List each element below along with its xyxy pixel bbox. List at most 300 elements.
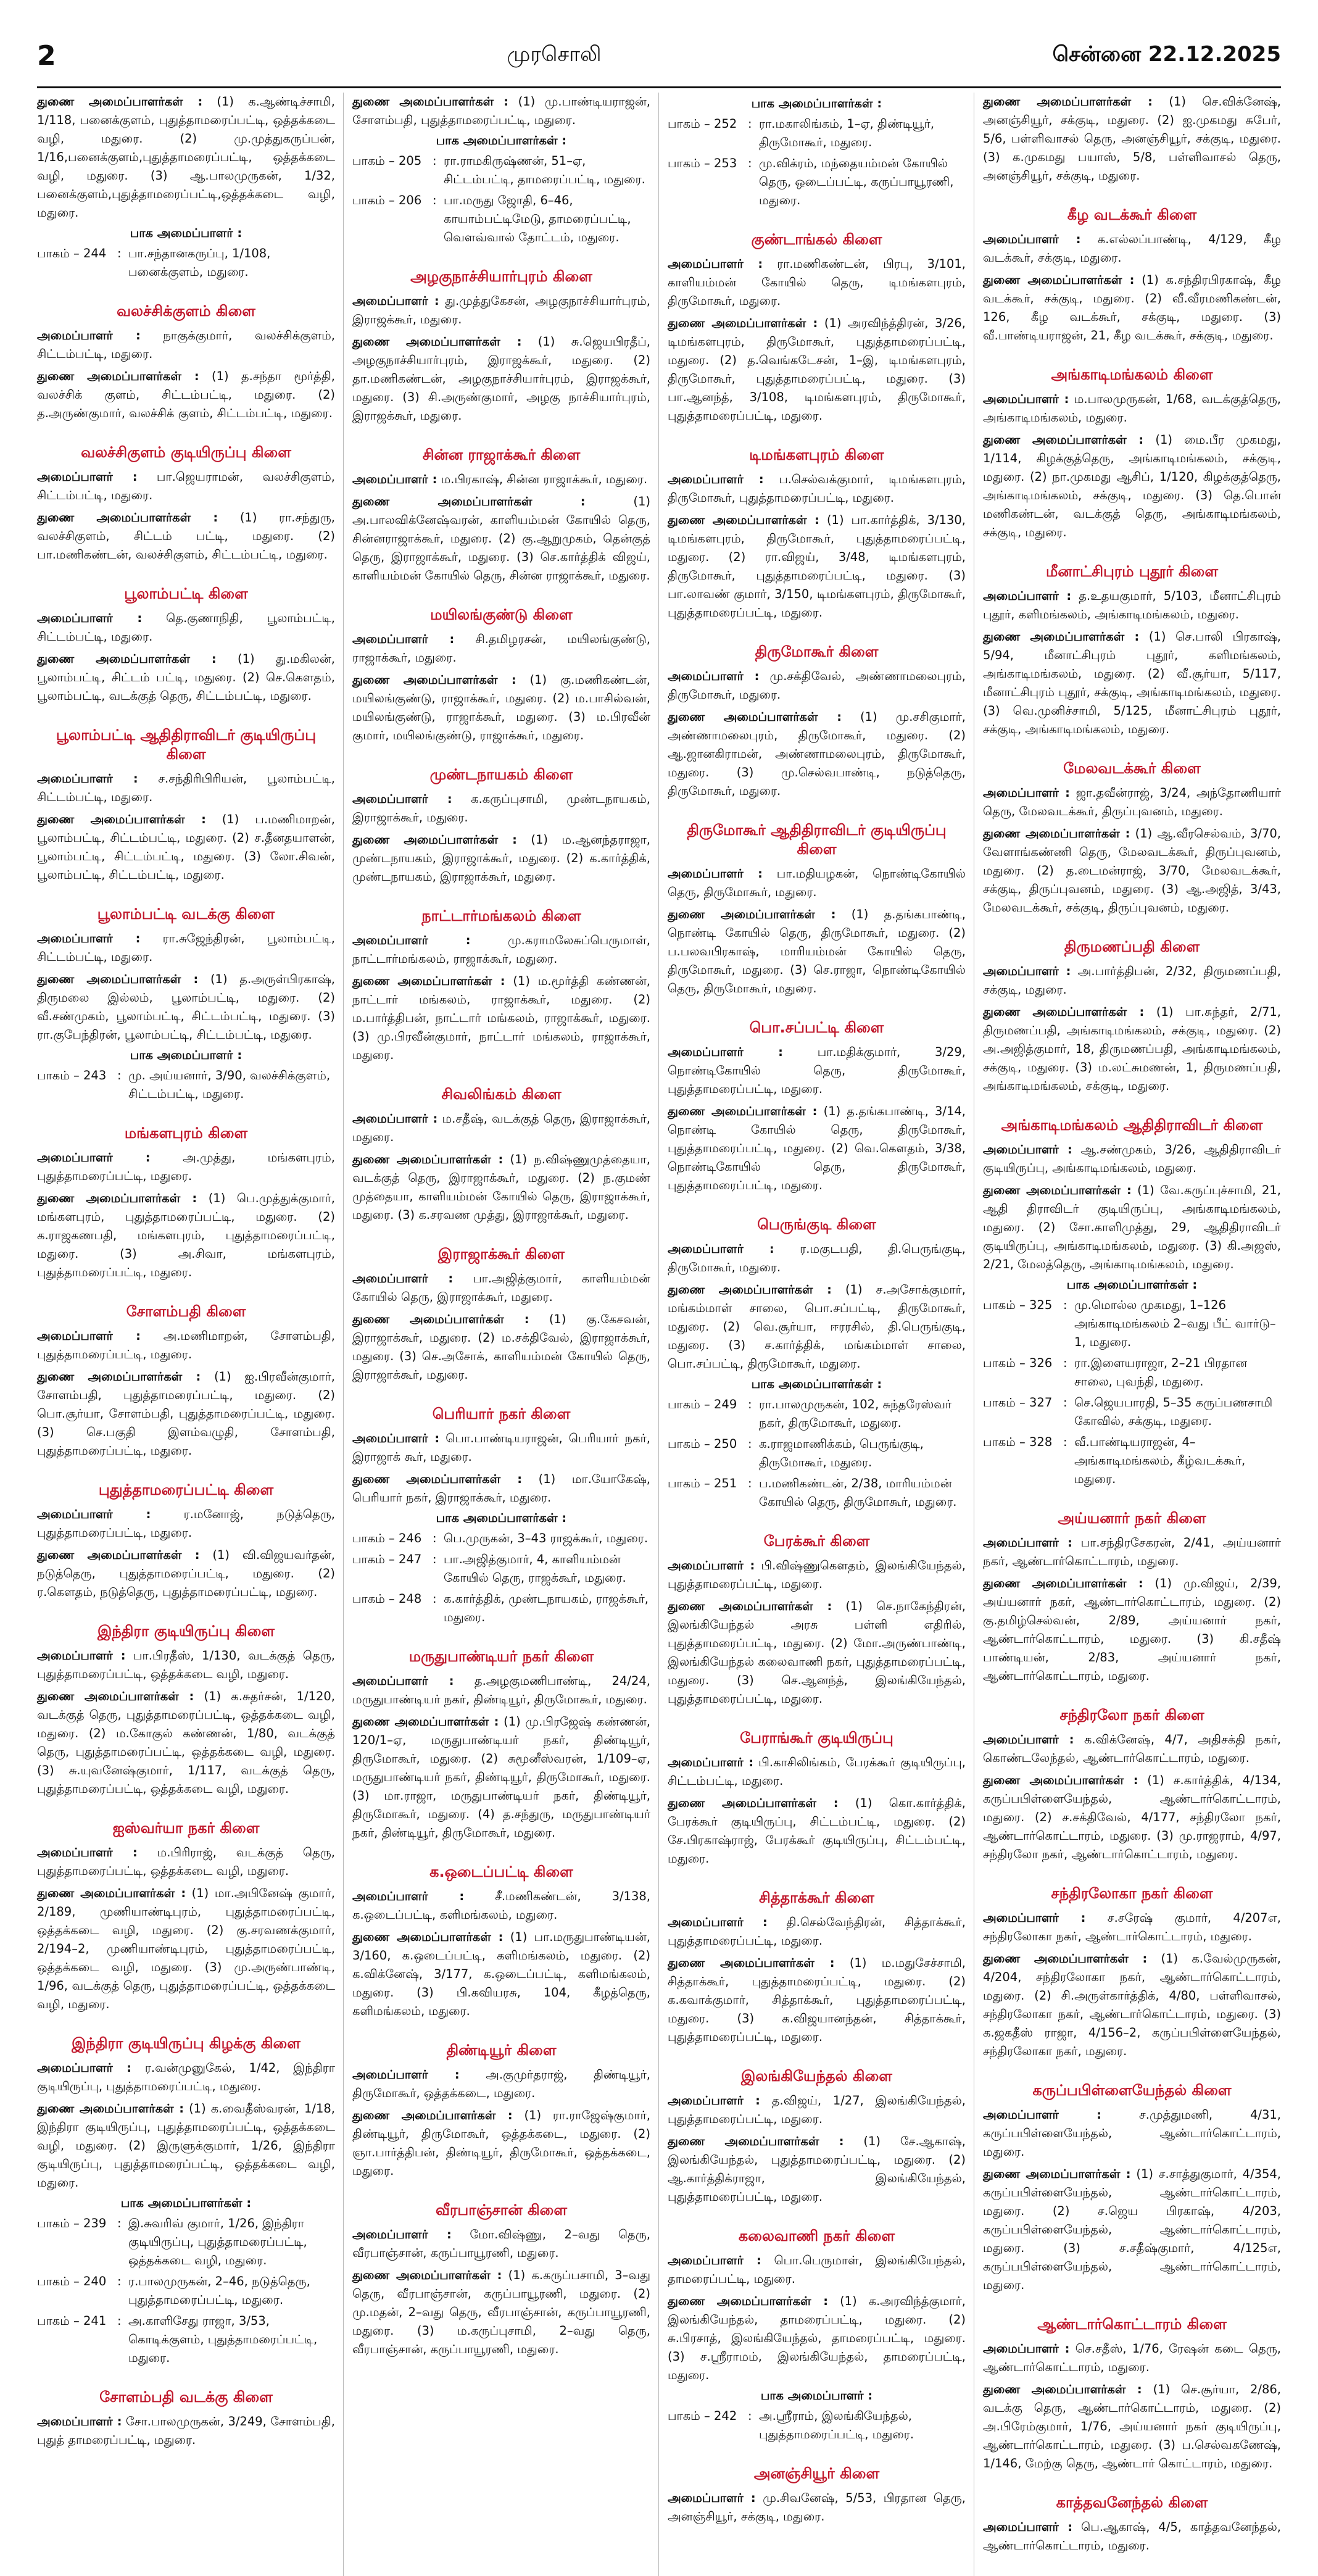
organizer-entry	[983, 1909, 1281, 1946]
booth-number: பாகம் – 206	[352, 193, 422, 207]
organizer-text: சீ.மணிகண்டன், 3/138, க.ஒடைப்பட்டி, களிமங்கலம், மதுரை.	[352, 1889, 650, 1922]
deputy-organizers-entry	[668, 2132, 966, 2206]
deputy-organizers-label: துணை அமைப்பாளர்கள் :	[37, 652, 217, 666]
deputy-organizers-entry	[352, 972, 650, 1065]
deputy-organizers-label: துணை அமைப்பாளர்கள் :	[983, 1183, 1132, 1197]
deputy-organizers-text: (1) பா.சுந்தர், 2/71, திருமணப்பதி, அங்காடிமங்கலம், சக்குடி, மதுரை. (2) அ.அஜித்குமார், 18, திருமணப்பதி, அங்காடிமங்கலம், சக்குடி, மதுரை. (3) ம.லட்சுமணன், 1, திருமணப்பதி, அங்காடிமங்கலம், சக்குடி, மதுரை.	[983, 1005, 1281, 1093]
organizer-entry	[352, 470, 650, 489]
article-columns	[37, 93, 1282, 2553]
deputy-organizers-label: துணை அமைப்பாளர்கள் :	[37, 1689, 194, 1703]
booth-organizer: அ.ஸ்ரீராம், இலங்கியேந்தல், புதுத்தாமரைப்பட்டி, மதுரை.	[759, 2409, 914, 2441]
branch-section	[37, 2035, 335, 2367]
deputy-organizers-label: துணை அமைப்பாளர்கள் :	[668, 2294, 829, 2308]
organizer-text: அ.குமுர்தராஜ், திண்டியூர், திருமோகூர், ஒத்தக்கடை, மதுரை.	[352, 2067, 650, 2100]
organizer-entry	[668, 1556, 966, 1593]
deputy-organizers-text: (1) மை.பீர முகமது, 1/114, கிழக்குத்தெரு, அங்காடிமங்கலம், சக்குடி, மதுரை. (2) நா.முகமது ஆசிப், 1/120, கிழக்குத்தெரு, அங்காடிமங்கலம், சக்குடி, மதுரை. (3) தெ.பொன் மணிகண்டன், வடக்குத் தெரு, அங்காடிமங்கலம், சக்குடி, மதுரை.	[983, 433, 1282, 539]
deputy-organizers-text: (1) அரவிந்த்திரன், 3/26, டிமங்களபுரம், திருமோகூர், புதுத்தாமரைப்பட்டி, மதுரை. (2) த.வெங்கடேசன், 1–இ, டிமங்களபுரம், திருமோகூர், புதுத்தாமரைப்பட்டி, மதுரை. (3) பா.ஆனந்த், 3/108, டிமங்களபுரம், திருமோகூர், புதுத்தாமரைப்பட்டி, மதுரை.	[668, 316, 966, 423]
deputy-organizers-label: துணை அமைப்பாளர்கள் :	[37, 1548, 200, 1562]
branch-section	[352, 1086, 650, 1224]
organizer-text: ஆ.சண்முகம், 3/26, ஆதிதிராவிடர் குடியிருப்பு, அங்காடிமங்கலம், மதுரை.	[983, 1142, 1281, 1175]
branch-section	[983, 93, 1281, 185]
branch-section	[37, 1481, 335, 1602]
deputy-organizers-text: (1) ரா.சந்துரு, வலச்சிகுளம், சிட்டம் பட்டி, மதுரை. (2) பா.மணிகண்டன், வலச்சிகுளம், சிட்டம்பட்டி, மதுரை.	[37, 510, 335, 562]
organizer-entry	[983, 2106, 1281, 2161]
organizer-text: ஜா.தவீன்ராஜ், 3/24, அந்தோணியார் தெரு, மேலவடக்கூர், திருப்புவனம், மதுரை.	[983, 786, 1281, 818]
deputy-organizers-label: துணை அமைப்பாளர்கள் :	[37, 2101, 184, 2116]
organizer-entry	[983, 230, 1281, 267]
booth-organizer: மு. அய்யனார், 3/90, வலச்சிக்குளம், சிட்டம்பட்டி, மதுரை.	[128, 1068, 331, 1101]
organizer-text: ச.முத்துமணி, 4/31, கருப்பபிள்ளையேந்தல், ஆண்டார்கொட்டாரம், மதுரை.	[983, 2108, 1281, 2159]
deputy-organizers-label: துணை அமைப்பாளர்கள் :	[668, 907, 836, 921]
branch-heading: திருமோகூர் ஆதிதிராவிடர் குடியிருப்பு கிளை	[687, 821, 947, 858]
deputy-organizers-entry	[668, 905, 966, 998]
organizer-label: அமைப்பாளர் :	[983, 2520, 1073, 2534]
branch-heading: இந்திரா குடியிருப்பு கிழக்கு கிளை	[72, 2035, 300, 2052]
branch-section	[668, 2227, 966, 2444]
branch-section	[983, 2316, 1281, 2473]
booth-organizer: ரா.இளையராஜா, 2–21 பிரதான சாலை, புவந்தி, மதுரை.	[1074, 1356, 1248, 1389]
organizer-label: அமைப்பாளர் :	[352, 294, 439, 308]
organizer-text: பா.பிரதீஸ், 1/130, வடக்குத் தெரு, புதுத்தாமரைப்பட்டி, ஒத்தக்கடை வழி, மதுரை.	[37, 1648, 335, 1681]
booth-row	[668, 115, 966, 152]
booth-row	[983, 1394, 1281, 1431]
branch-section	[983, 206, 1281, 345]
booth-separator: :	[117, 2314, 122, 2328]
organizer-label: அமைப்பாளர் :	[668, 472, 764, 486]
deputy-organizers-label: துணை அமைப்பாளர்கள் :	[668, 710, 842, 724]
organizer-label: அமைப்பாளர் :	[668, 1242, 774, 1256]
deputy-organizers-entry	[668, 1794, 966, 1868]
deputy-organizers-label: துணை அமைப்பாளர்கள் :	[352, 1312, 529, 1326]
booth-organizer: க.கார்த்திக், முண்டநாயகம், ராஜக்கூர், மதுரை.	[444, 1592, 649, 1624]
organizer-label: அமைப்பாளர் :	[37, 2061, 132, 2075]
organizer-entry	[37, 2412, 335, 2449]
deputy-organizers-entry	[352, 831, 650, 886]
organizer-text: பொ.பாண்டியராஜன், பெரியார் நகர், இராஜாக் கூர், மதுரை.	[352, 1431, 650, 1464]
organizer-label: அமைப்பாளர் :	[983, 2108, 1102, 2122]
deputy-organizers-entry	[983, 431, 1281, 542]
organizer-text: அ.பார்த்திபன், 2/32, திருமணப்பதி, சக்குடி, மதுரை.	[983, 964, 1281, 997]
deputy-organizers-label: துணை அமைப்பாளர்கள் :	[37, 1886, 186, 1900]
branch-heading: இலங்கியேந்தல் கிளை	[741, 2067, 892, 2085]
organizer-text: மோ.விஷ்ணு, 2–வது தெரு, வீரபாஞ்சான், கருப்பாயூரணி, மதுரை.	[352, 2227, 650, 2260]
organizer-entry	[983, 390, 1281, 427]
organizer-entry	[37, 1149, 335, 1186]
organizer-entry	[352, 1110, 650, 1147]
booth-organizer: பா.மருது ஜோதி, 6–46, காயாம்பட்டிமேடு, தாமரைப்பட்டி, வெளவ்வால் தோட்டம், மதுரை.	[444, 193, 631, 244]
branch-section	[352, 1245, 650, 1384]
deputy-organizers-entry	[668, 708, 966, 800]
organizer-label: அமைப்பாளர் :	[352, 632, 455, 646]
organizer-label: அமைப்பாளர் :	[37, 2414, 122, 2429]
branch-section	[668, 1729, 966, 1868]
deputy-organizers-entry	[37, 810, 335, 884]
branch-heading: சந்திரலோகா நகர் கிளை	[1051, 1885, 1213, 1902]
deputy-organizers-text: (1) வே.கருப்புச்சாமி, 21, ஆதி திராவிடர் குடியிருப்பு, அங்காடிமங்கலம், மதுரை. (2) சோ.காளிமுத்து, 29, ஆதிதிராவிடர் குடியிருப்பு, அங்காடிமங்கலம், மதுரை. (3) கி.அஜஸ், 2/21, மேலத்தெரு, அங்காடிமங்கலம், மதுரை.	[983, 1183, 1281, 1271]
deputy-organizers-label: துணை அமைப்பாளர்கள் :	[668, 1796, 839, 1810]
branch-heading: பூலாம்பட்டி கிளை	[124, 585, 248, 602]
organizer-label: அமைப்பாளர் :	[668, 1045, 783, 1059]
booth-organizer: இ.சுவரிவ் குமார், 1/26, இந்திரா குடியிருப்பு, புதுத்தாமரைப்பட்டி, ஒத்தக்கடை வழி, மதுரை.	[128, 2216, 307, 2267]
booth-row	[983, 1354, 1281, 1391]
organizer-entry	[352, 1887, 650, 1924]
organizer-text: ர.மனோஜ், நடுத்தெரு, புதுத்தாமரைப்பட்டி, மதுரை.	[37, 1507, 335, 1540]
booth-row	[983, 1296, 1281, 1352]
organizer-entry	[37, 1327, 335, 1364]
branch-section	[37, 1819, 335, 2014]
deputy-organizers-entry	[352, 492, 650, 585]
deputy-organizers-text: (1) த.அருள்பிரகாஷ், திருமலை இல்லம், பூலாம்பட்டி, மதுரை. (2) வீ.சண்முகம், பூலாம்பட்டி, சிட்டம்பட்டி, மதுரை. (3) ரா.குபேந்திரன், பூலாம்பட்டி, சிட்டம்பட்டி, மதுரை.	[37, 972, 335, 1042]
branch-section	[37, 1622, 335, 1798]
deputy-organizers-entry	[37, 1546, 335, 1602]
booth-number: பாகம் – 240	[37, 2274, 107, 2288]
branch-section	[668, 231, 966, 425]
deputy-organizers-text: (1) அ.பாலவிக்னேஷ்வரன், காளியம்மன் கோயில் தெரு, சின்னராஜாக்கூர், மதுரை. (2) கு.ஆறுமுகம், தென்குத் தெரு, இராஜாக்கூர், மதுரை. (3) செ.கார்த்திக் விஜய், காளியம்மன் கோயில் தெரு, சின்ன ராஜாக்கூர், மதுரை.	[352, 494, 650, 583]
organizer-label: அமைப்பாளர் :	[37, 470, 138, 484]
organizer-entry	[668, 2251, 966, 2288]
booth-organizer: பா.சந்தானகருப்பு, 1/108, பனைக்குளம், மதுரை.	[128, 246, 271, 279]
branch-heading: பூலாம்பட்டி ஆதிதிராவிடர் குடியிருப்பு கிளை	[56, 726, 317, 763]
branch-heading: அங்காடிமங்கலம் ஆதிதிராவிடர் கிளை	[1001, 1116, 1263, 1134]
branch-section	[37, 585, 335, 705]
organizer-label: அமைப்பாளர் :	[37, 1329, 141, 1343]
organizer-label: அமைப்பாளர் :	[983, 232, 1081, 246]
deputy-organizers-label: துணை அமைப்பாளர்கள் :	[352, 673, 516, 687]
deputy-organizers-text: (1) ச.அசோக்குமார், மங்கம்மாள் சாலை, பொ.சப்பட்டி, திருமோகூர், மதுரை. (2) வெ.சூர்யா, ஈரரசில், தி.பெருங்குடி, மதுரை. (3) ச.கார்த்திக், மங்கம்மாள் சாலை, பொ.சப்பட்டி, திருமோகூர், மதுரை.	[668, 1282, 966, 1371]
deputy-organizers-entry	[352, 2106, 650, 2180]
organizer-entry	[983, 1141, 1281, 1178]
deputy-organizers-text: (1) பெ.முத்துக்குமார், மங்களபுரம், புதுத்தாமரைப்பட்டி, மதுரை. (2) க.ராஜகணபதி, மங்களபுரம், புதுத்தாமரைப்பட்டி, மதுரை. (3) அ.சிவா, மங்களபுரம், புதுத்தாமரைப்பட்டி, மதுரை.	[37, 1191, 335, 1279]
booth-organizers-title: பாக அமைப்பாளர்கள் :	[436, 1511, 567, 1525]
organizer-text: பா.சந்திரசேகரன், 2/41, அய்யனார் நகர், ஆண்டார்கொட்டாரம், மதுரை.	[983, 1535, 1281, 1568]
deputy-organizers-label: துணை அமைப்பாளர்கள் :	[983, 1005, 1145, 1019]
organizer-label: அமைப்பாளர் :	[37, 328, 141, 343]
booth-organizers-title: பாக அமைப்பாளர்கள் :	[436, 133, 567, 147]
branch-heading: மருதுபாண்டியர் நகர் கிளை	[408, 1648, 594, 1665]
branch-heading: கீழ வடக்கூர் கிளை	[1067, 206, 1197, 223]
organizer-entry	[37, 1647, 335, 1684]
booth-separator: :	[1063, 1298, 1067, 1312]
booth-number: பாகம் – 253	[668, 156, 737, 170]
deputy-organizers-label: துணை அமைப்பாளர்கள் :	[37, 510, 218, 525]
deputy-organizers-entry	[37, 970, 335, 1044]
branch-heading: சிவலிங்கம் கிளை	[441, 1086, 562, 1103]
organizer-entry	[352, 931, 650, 968]
deputy-organizers-text: (1) க.அரவிந்த்குமார், இலங்கியேந்தல், தாமரைப்பட்டி, மதுரை. (2) சு.பிரசாத், இலங்கியேந்தல், தாமரைப்பட்டி, மதுரை. (3) ச.ஸ்ரீராமம், இலங்கியேந்தல், தாமரைப்பட்டி, மதுரை.	[668, 2294, 966, 2382]
organizer-entry	[352, 790, 650, 827]
organizer-text: து.முத்துகேசன், அழகுநாச்சியார்புரம், இராஜக்கூர், மதுரை.	[352, 294, 650, 326]
booth-separator: :	[748, 117, 752, 131]
deputy-organizers-text: (1) மு.பிரஜேஷ் கண்ணன், 120/1–ஏ, மருதுபாண்டியர் நகர், திண்டியூர், திருமோகூர், மதுரை. (2) சுமூனீஸ்வரன், 1/109–ஏ, மருதுபாண்டியர் நகர், திண்டியூர், திருமோகூர், மதுரை. (3) மா.ராஜா, மருதுபாண்டியர் நகர், திண்டியூர், திருமோகூர், மதுரை. (4) த.சந்துரு, மருதுபாண்டியர் நகர், திண்டியூர், திருமோகூர், மதுரை.	[352, 1714, 651, 1840]
deputy-organizers-text: (1) ச.கார்த்திக், 4/134, கருப்பபிள்ளையேந்தல், ஆண்டார்கொட்டாரம், மதுரை. (2) ச.சக்திவேல், 4/177, சந்திரலோ நகர், ஆண்டார்கொட்டாரம், மதுரை. (3) மு.ராஜராம், 4/97, சந்திரலோ நகர், ஆண்டார்கொட்டாரம், மதுரை.	[983, 1773, 1281, 1861]
organizer-label: அமைப்பாளர் :	[352, 792, 452, 806]
organizer-entry	[668, 667, 966, 704]
organizer-text: பா.மதிக்குமார், 3/29, நொண்டிகோயில் தெரு, திருமோகூர், புதுத்தாமரைப்பட்டி, மதுரை.	[668, 1045, 966, 1096]
deputy-organizers-text: (1) க.வேல்முருகன், 4/204, சந்திரலோகா நகர், ஆண்டார்கொட்டாரம், மதுரை. (2) சி.அருள்கார்த்திக், 4/80, பள்ளிவாசல், சந்திரலோகா நகர், ஆண்டார்கொட்டாரம், மதுரை. (3) க.ஜகதீஸ் ராஜா, 4/156–2, கருப்பபிள்ளையேந்தல், சந்திரலோகா நகர், மதுரை.	[983, 1951, 1281, 2058]
deputy-organizers-entry	[37, 367, 335, 423]
booth-row	[983, 1433, 1281, 1489]
booth-number: பாகம் – 243	[37, 1068, 107, 1082]
branch-heading: பேரக்கூர் கிளை	[763, 1532, 870, 1550]
branch-section	[352, 1863, 650, 2021]
deputy-organizers-text: (1) க.கருப்பசாமி, 3–வது தெரு, வீரபாஞ்சான், கருப்பாயூரணி, மதுரை. (2) மு.மதன், 2–வது தெரு, வீரபாஞ்சான், கருப்பாயூரணி, மதுரை. (3) ம.கருப்புசாமி, 2–வது தெரு, வீரபாஞ்சான், கருப்பாயூரணி, மதுரை.	[352, 2268, 650, 2356]
organizer-entry	[37, 1505, 335, 1542]
branch-section	[37, 1303, 335, 1460]
page-number: 2	[37, 39, 56, 72]
deputy-organizers-entry	[983, 1771, 1281, 1864]
newspaper-name: முரசொலி	[507, 42, 602, 67]
booth-row	[37, 1066, 335, 1103]
deputy-organizers-label: துணை அமைப்பாளர்கள் :	[352, 1152, 504, 1166]
deputy-organizers-label: துணை அமைப்பாளர்கள் :	[37, 369, 199, 383]
branch-section	[37, 302, 335, 423]
organizer-entry	[983, 784, 1281, 821]
branch-section	[37, 1124, 335, 1282]
deputy-organizers-entry	[37, 1884, 335, 2014]
deputy-organizers-text: (1) த.தங்கபாண்டி, நொண்டி கோயில் தெரு, திருமோகூர், மதுரை. (2) ப.பலவபிரகாஷ், மாரியம்மன் கோயில் தெரு, திருமோகூர், மதுரை. (3) செ.ராஜா, நொண்டிகோயில் தெரு, திருமோகூர், மதுரை.	[668, 907, 966, 995]
deputy-organizers-entry	[352, 2266, 650, 2359]
deputy-organizers-text: (1) த.தங்கபாண்டி, 3/14, நொண்டி கோயில் தெரு, திருமோகூர், புதுத்தாமரைப்பட்டி, மதுரை. (2) வெ.கௌதம், 3/38, நொண்டிகோயில் தெரு, திருமோகூர், புதுத்தாமரைப்பட்டி, மதுரை.	[668, 1104, 966, 1192]
booth-organizer: ர.பாலமுருகன், 2–46, நடுத்தெரு, புதுத்தாமரைப்பட்டி, மதுரை.	[128, 2274, 310, 2307]
booth-organizer: அ.காளிசேது ராஜா, 3/53, கொடிக்குளம், புதுத்தாமரைப்பட்டி, மதுரை.	[128, 2314, 318, 2365]
organizer-label: அமைப்பாளர் :	[352, 1271, 454, 1286]
organizer-text: சி.தமிழரசன், மயிலங்குண்டு, ராஜாக்கூர், மதுரை.	[352, 632, 651, 665]
organizer-label: அமைப்பாளர் :	[352, 933, 471, 947]
branch-heading: ஆண்டார்கொட்டாரம் கிளை	[1037, 2316, 1227, 2333]
deputy-organizers-text: (1) பா.மருதுபாண்டியன், 3/160, க.ஒடைப்பட்டி, களிமங்கலம், மதுரை. (2) க.விக்னேஷ், 3/177, க.ஒடைப்பட்டி, களிமங்கலம், மதுரை. (3) பி.கவியரசு, 104, கீழத்தெரு, களிமங்கலம், மதுரை.	[352, 1930, 650, 2018]
organizer-entry	[352, 1429, 650, 1466]
branch-section	[668, 446, 966, 622]
booth-separator: :	[433, 1552, 437, 1566]
deputy-organizers-text: (1) கொ.கார்த்திக், பேரக்கூர் குடியிருப்பு, சிட்டம்பட்டி, மதுரை. (2) சே.பிரகாஷ்ராஜ், பேரக்கூர் குடியிருப்பு, சிட்டம்பட்டி, மதுரை.	[668, 1796, 966, 1866]
branch-section	[983, 1885, 1281, 2061]
deputy-organizers-text: (1) மா.அபினேஷ் குமார், 2/189, முணியாண்டிபுரம், புதுத்தாமரைப்பட்டி, ஒத்தக்கடை வழி, மதுரை. (2) கு.சரவணக்குமார், 2/194–2, முணியாண்டிபுரம், புதுத்தாமரைப்பட்டி, ஒத்தக்கடை வழி, மதுரை. (3) மு.அருண்பாண்டி, 1/96, வடக்குத் தெரு, புதுத்தாமரைப்பட்டி, ஒத்தக்கடை வழி, மதுரை.	[37, 1886, 335, 2011]
organizer-label: அமைப்பாளர் :	[37, 1150, 151, 1165]
deputy-organizers-label: துணை அமைப்பாளர்கள் :	[352, 2108, 513, 2122]
booth-row	[37, 244, 335, 281]
organizer-entry	[983, 2518, 1281, 2555]
organizer-text: மு.சிவனேஷ், 5/53, பிரதான தெரு, அனஞ்சியூர், சக்குடி, மதுரை.	[668, 2491, 966, 2524]
branch-section	[983, 1706, 1281, 1864]
booth-organizer: பா.அஜித்குமார், 4, காளியம்மன் கோயில் தெரு, ராஜக்கூர், மதுரை.	[444, 1552, 626, 1585]
branch-heading: புதுத்தாமரைப்பட்டி கிளை	[98, 1481, 274, 1498]
organizer-text: தெ.குணாநிதி, பூலாம்பட்டி, சிட்டம்பட்டி, மதுரை.	[37, 611, 336, 644]
booth-separator: :	[748, 156, 752, 170]
organizer-entry	[37, 2059, 335, 2096]
branch-heading: நாட்டார்மங்கலம் கிளை	[421, 907, 581, 924]
organizer-entry	[668, 1753, 966, 1790]
organizer-text: ம.சதீஷ், வடக்குத் தெரு, இராஜாக்கூர், மதுரை.	[352, 1111, 650, 1144]
organizer-entry	[352, 2066, 650, 2103]
branch-heading: பெரியார் நகர் கிளை	[432, 1405, 571, 1423]
booth-organizer: செ.ஜெயபாரதி, 5–35 கருப்பணசாமி கோவில், சக்குடி, மதுரை.	[1074, 1395, 1273, 1428]
deputy-organizers-label: துணை அமைப்பாளர்கள் :	[352, 833, 517, 847]
organizer-label: அமைப்பாளர் :	[37, 611, 143, 625]
deputy-organizers-text: (1) மு.விஜய், 2/39, அய்யனார் நகர், ஆண்டார்கொட்டாரம், மதுரை. (2) கு.தமிழ்செல்வன், 2/89, அய்யனார் நகர், ஆண்டார்கொட்டாரம், மதுரை. (3) கி.சதீஷ் பாண்டியன், 2/83, அய்யனார் நகர், ஆண்டார்கொட்டாரம், மதுரை.	[983, 1576, 1281, 1683]
deputy-organizers-text: (1) க.ஆண்டிச்சாமி, 1/118, பனைக்குளம், புதுத்தாமரைப்பட்டி, ஒத்தக்கடை வழி, மதுரை. (2) மு.முத்துகருப்பன், 1/16,பனைக்குளம்,புதுத்தாமரைப்பட்டி, ஒத்தக்கடை வழி, மதுரை. (3) ஆ.பாலமுருகன், 1/32, பனைக்குளம்,புதுத்தாமரைப்பட்டி,ஒத்தக்கடை வழி, மதுரை.	[37, 94, 335, 220]
deputy-organizers-text: (1) சு.ஜெயபிரதீப், அழகுநாச்சியார்புரம், இராஜக்கூர், மதுரை. (2) தா.மணிகண்டன், அழகுநாச்சியார்புரம், இராஜக்கூர், மதுரை. (3) சி.அருண்குமார், அழகு நாச்சியார்புரம், இராஜக்கூர், மதுரை.	[352, 334, 650, 423]
organizer-entry	[352, 630, 650, 667]
deputy-organizers-entry	[352, 333, 650, 425]
branch-heading: திருமணப்பதி கிளை	[1064, 938, 1200, 955]
booth-separator: :	[433, 154, 437, 168]
booth-organizer: வீ.பாண்டியராஜன், 4– அங்காடிமங்கலம், கீழ்வடக்கூர், மதுரை.	[1074, 1435, 1246, 1486]
branch-heading: மங்களபுரம் கிளை	[124, 1124, 248, 1142]
deputy-organizers-entry	[37, 1189, 335, 1282]
branch-heading: காத்தவனேந்தல் கிளை	[1056, 2494, 1208, 2511]
organizer-entry	[983, 962, 1281, 999]
organizer-label: அமைப்பாளர் :	[352, 1674, 454, 1688]
deputy-organizers-entry	[352, 1928, 650, 2021]
organizer-entry	[352, 1269, 650, 1307]
deputy-organizers-text: (1) செ.சூர்யா, 2/86, வடக்கு தெரு, ஆண்டார்கொட்டாரம், மதுரை. (2) அ.பிரேம்குமார், 1/76, அய்யனார் நகர் குடியிருப்பு, ஆண்டார்கொட்டாரம், மதுரை. (3) ப.செல்வகணேஷ், 1/146, மேற்கு தெரு, ஆண்டார் கொட்டாரம், மதுரை.	[983, 2382, 1281, 2470]
deputy-organizers-label: துணை அமைப்பாளர்கள் :	[352, 1930, 504, 1944]
branch-section	[668, 2067, 966, 2206]
deputy-organizers-entry	[37, 1687, 335, 1798]
booth-separator: :	[748, 2409, 752, 2423]
booth-organizers-title: பாக அமைப்பாளர் :	[760, 2388, 873, 2403]
booth-number: பாகம் – 248	[352, 1592, 422, 1606]
organizer-text: த.அழகுமணிபாண்டி, 24/24, மருதுபாண்டியர் நகர், திண்டியூர், திருமோகூர், மதுரை.	[352, 1674, 650, 1706]
booth-organizer: ரா.மகாலிங்கம், 1–ஏ, திண்டியூர், திருமோகூர், மதுரை.	[759, 117, 935, 149]
deputy-organizers-label: துணை அமைப்பாளர்கள் :	[668, 2134, 844, 2148]
branch-section	[37, 2388, 335, 2449]
deputy-organizers-text: (1) த.சந்தா மூர்த்தி, வலச்சிக் குளம், சிட்டம்பட்டி, மதுரை. (2) த.அருண்குமார், வலச்சிக் குளம், சிட்டம்பட்டி, மதுரை.	[37, 369, 336, 420]
deputy-organizers-label: துணை அமைப்பாளர்கள் :	[983, 2382, 1142, 2396]
organizer-label: அமைப்பாளர் :	[983, 589, 1072, 603]
organizer-label: அமைப்பாளர் :	[668, 1915, 768, 1929]
organizer-entry	[37, 1843, 335, 1880]
organizer-entry	[668, 2092, 966, 2129]
column	[668, 93, 966, 2576]
organizer-text: ம.பிரகாஷ், சின்ன ராஜாக்கூர், மதுரை.	[441, 472, 648, 486]
deputy-organizers-entry	[668, 1281, 966, 1373]
deputy-organizers-entry	[37, 650, 335, 705]
booth-row	[668, 1435, 966, 1472]
deputy-organizers-text: (1) வி.விஜயவர்தன், நடுத்தெரு, புதுத்தாமரைப்பட்டி, மதுரை. (2) ர.கௌதம், நடுத்தெரு, புதுத்தாமரைப்பட்டி, மதுரை.	[37, 1548, 335, 1599]
booth-number: பாகம் – 325	[983, 1298, 1053, 1312]
branch-section	[37, 93, 335, 281]
booth-number: பாகம் – 326	[983, 1356, 1053, 1370]
organizer-label: அமைப்பாளர் :	[983, 964, 1071, 978]
booth-organizer: மு.மொல்ல முகமது, 1–126 அங்காடிமங்கலம் 2–வது பீட் வார்டு–1, மதுரை.	[1074, 1298, 1276, 1349]
branch-heading: பெருங்குடி கிளை	[757, 1216, 876, 1233]
branch-section	[352, 766, 650, 886]
branch-section	[983, 1510, 1281, 1685]
deputy-organizers-text: (1) பா.கார்த்திக், 3/130, டிமங்களபுரம், திருமோகூர், புதுத்தாமரைப்பட்டி, மதுரை. (2) ரா.விஜய், 3/48, டிமங்களபுரம், திருமோகூர், புதுத்தாமரைப்பட்டி, மதுரை. (3) பா.லாவண் குமார், 3/150, டிமங்களபுரம், திருமோகூர், புதுத்தாமரைப்பட்டி, மதுரை.	[668, 513, 966, 620]
branch-heading: சின்ன ராஜாக்கூர் கிளை	[422, 446, 581, 463]
deputy-organizers-text: (1) கு.கேசவன், இராஜாக்கூர், மதுரை. (2) ம.சக்திவேல், இராஜாக்கூர், மதுரை. (3) செ.அசோக், காளியம்மன் கோயில் தெரு, இராஜாக்கூர், மதுரை.	[352, 1312, 650, 1382]
dateline: சென்னை 22.12.2025	[1052, 42, 1281, 67]
organizer-text: ர.மகுடபதி, தி.பெருங்குடி, திருமோகூர், மதுரை.	[668, 1242, 966, 1274]
deputy-organizers-text: (1) ச.சாத்துகுமார், 4/354, கருப்பபிள்ளையேந்தல், ஆண்டார்கொட்டாரம், மதுரை. (2) ச.ஜெய பிரகாஷ், 4/203, கருப்பபிள்ளையேந்தல், ஆண்டார்கொட்டாரம், மதுரை. (3) ச.சதீஷ்குமார், 4/125எ, கருப்பபிள்ளையேந்தல், ஆண்டார்கொட்டாரம், மதுரை.	[983, 2167, 1281, 2292]
branch-section	[352, 1648, 650, 1842]
organizer-entry	[983, 1534, 1281, 1571]
branch-heading: முண்டநாயகம் கிளை	[429, 766, 573, 783]
branch-section	[668, 1216, 966, 1511]
organizer-text: ச.சரேஷ் குமார், 4/207எ, சந்திரலோகா நகர், ஆண்டார்கொட்டாரம், மதுரை.	[983, 1911, 1281, 1943]
branch-heading: இராஜாக்கூர் கிளை	[437, 1245, 565, 1263]
booth-separator: :	[117, 2274, 122, 2288]
branch-heading: சித்தாக்கூர் கிளை	[759, 1889, 874, 1906]
booth-organizer: பெ.முருகன், 3–43 ராஜக்கூர், மதுரை.	[444, 1531, 649, 1545]
organizer-label: அமைப்பாளர் :	[352, 1431, 440, 1445]
deputy-organizers-text: (1) ஆ.வீரசெல்வம், 3/70, வேளாங்கண்ணி தெரு, மேலவடக்கூர், திருப்புவனம், மதுரை. (2) த.டைமன்ராஜ், 3/70, மேலவடக்கூர், சக்குடி, திருப்புவனம், மதுரை. (3) ஆ.அஜித், 3/43, மேலவடக்கூர், சக்குடி, திருப்புவனம், மதுரை.	[983, 826, 1281, 915]
deputy-organizers-label: துணை அமைப்பாளர்கள் :	[352, 2268, 502, 2282]
booth-organizer: ரா.ராமகிருஷ்ணன், 51–ஏ, சிட்டம்பட்டி, தாமரைப்பட்டி, மதுரை.	[444, 154, 645, 186]
booth-row	[668, 1474, 966, 1511]
booth-number: பாகம் – 241	[37, 2314, 107, 2328]
deputy-organizers-label: துணை அமைப்பாளர்கள் :	[983, 1951, 1148, 1966]
deputy-organizers-text: (1) ப.மணிமாறன், பூலாம்பட்டி, சிட்டம்பட்டி, மதுரை. (2) ச.தீனதயாளன், பூலாம்பட்டி, சிட்டம்பட்டி, மதுரை. (3) லோ.சிவன், பூலாம்பட்டி, சிட்டம்பட்டி, மதுரை.	[37, 812, 335, 882]
column	[352, 93, 650, 2576]
organizer-label: அமைப்பாளர் :	[37, 1507, 151, 1521]
organizer-entry	[668, 1240, 966, 1277]
organizer-text: ர.வன்முனுகேல், 1/42, இந்திரா குடியிருப்பு, புதுத்தாமரைப்பட்டி, மதுரை.	[37, 2061, 335, 2093]
deputy-organizers-entry	[983, 93, 1281, 185]
deputy-organizers-entry	[983, 825, 1281, 917]
deputy-organizers-text: (1) மா.யோகேஷ், பெரியார் நகர், இராஜாக்கூர், மதுரை.	[352, 1472, 650, 1505]
deputy-organizers-text: (1) ம.மூர்த்தி கண்ணன், நாட்டார் மங்கலம், ராஜாக்கூர், மதுரை. (2) ம.பார்த்திபன், நாட்டார் மங்கலம், ராஜாக்கூர், மதுரை. (3) மு.பிரவீன்குமார், நாட்டார் மங்கலம், ராஜாக்கூர், மதுரை.	[352, 974, 651, 1062]
deputy-organizers-entry	[37, 1368, 335, 1460]
deputy-organizers-entry	[668, 314, 966, 425]
branch-section	[668, 1019, 966, 1195]
deputy-organizers-entry	[983, 1181, 1281, 1274]
organizer-text: தி.செல்வேந்திரன், சித்தாக்கூர், புதுத்தாமரைப்பட்டி, மதுரை.	[668, 1915, 966, 1948]
organizer-label: அமைப்பாளர் :	[983, 1732, 1074, 1747]
organizer-text: சோ.பாலமுருகன், 3/249, சோளம்பதி, புதுத் தாமரைப்பட்டி, மதுரை.	[37, 2414, 335, 2447]
branch-section	[983, 2082, 1281, 2295]
deputy-organizers-label: துணை அமைப்பாளர்கள் :	[983, 1773, 1138, 1787]
booth-organizer: க.ராஜமாணிக்கம், பெருங்குடி, திருமோகூர், மதுரை.	[759, 1437, 924, 1469]
booth-organizer: ரா.பாலமுருகன், 102, சுந்தரேஸ்வர் நகர், திருமோகூர், மதுரை.	[759, 1397, 952, 1430]
deputy-organizers-entry	[983, 271, 1281, 345]
organizer-text: ரா.மணிகண்டன், பிரபு, 3/101, காளியம்மன் கோயில் தெரு, டிமங்களபுரம், திருமோகூர், மதுரை.	[668, 257, 966, 308]
deputy-organizers-label: துணை அமைப்பாளர்கள் :	[37, 812, 206, 826]
deputy-organizers-entry	[983, 2165, 1281, 2295]
branch-heading: சோளம்பதி வடக்கு கிளை	[99, 2388, 273, 2406]
branch-section	[983, 366, 1281, 542]
organizer-text: க.கருப்புசாமி, முண்டநாயகம், இராஜாக்கூர், மதுரை.	[352, 792, 650, 825]
booth-organizer: மு.விக்ரம், மந்தையம்மன் கோயில் தெரு, ஒடைப்பட்டி, கருப்பாயூரணி, மதுரை.	[759, 156, 954, 207]
branch-section	[352, 2201, 650, 2359]
booth-organizers-title: பாக அமைப்பாளர் :	[130, 226, 242, 240]
deputy-organizers-entry	[668, 2292, 966, 2385]
organizer-text: பி.காசிலிங்கம், பேரக்கூர் குடியிருப்பு, சிட்டம்பட்டி, மதுரை.	[668, 1755, 966, 1788]
booth-separator: :	[117, 1068, 122, 1082]
branch-section	[668, 1532, 966, 1708]
branch-heading: அங்காடிமங்கலம் கிளை	[1051, 366, 1213, 383]
branch-heading: சோளம்பதி கிளை	[126, 1303, 246, 1320]
deputy-organizers-label: துணை அமைப்பாளர்கள் :	[983, 629, 1140, 644]
branch-section	[352, 93, 650, 247]
deputy-organizers-text: (1) து.மகிலன், பூலாம்பட்டி, சிட்டம் பட்டி, மதுரை. (2) செ.கௌதம், பூலாம்பட்டி, வடக்குத் தெரு, சிட்டம்பட்டி, மதுரை.	[37, 652, 335, 703]
branch-section	[352, 446, 650, 585]
organizer-text: ம.பாலமுருகன், 1/68, வடக்குத்தெரு, அங்காடிமங்கலம், மதுரை.	[983, 392, 1281, 425]
organizer-label: அமைப்பாளர் :	[983, 1535, 1072, 1550]
booth-separator: :	[748, 1397, 752, 1411]
booth-organizers-title: பாக அமைப்பாளர்கள் :	[1066, 1278, 1198, 1292]
deputy-organizers-text: (1) செ.விக்னேஷ், அனஞ்சியூர், சக்குடி, மதுரை. (2) ஐ.முகமது சுபேர், 5/6, பள்ளிவாசல் தெரு, அனஞ்சியூர், சக்குடி, மதுரை. (3) க.முகமது பயாஸ், 5/8, பள்ளிவாசல் தெரு, அனஞ்சியூர், சக்குடி, மதுரை.	[983, 94, 1281, 183]
booth-number: பாகம் – 242	[668, 2409, 737, 2423]
organizer-text: அ.முத்து, மங்களபுரம், புதுத்தாமரைப்பட்டி, மதுரை.	[37, 1150, 335, 1183]
booth-row	[668, 1395, 966, 1432]
deputy-organizers-entry	[352, 1713, 650, 1842]
organizer-text: ரா.சுஜேந்திரன், பூலாம்பட்டி, சிட்டம்பட்டி, மதுரை.	[37, 931, 335, 964]
booth-organizers-title: பாக அமைப்பாளர் :	[130, 1048, 242, 1062]
organizer-label: அமைப்பாளர் :	[983, 392, 1069, 406]
deputy-organizers-label: துணை அமைப்பாளர்கள் :	[668, 1104, 818, 1118]
